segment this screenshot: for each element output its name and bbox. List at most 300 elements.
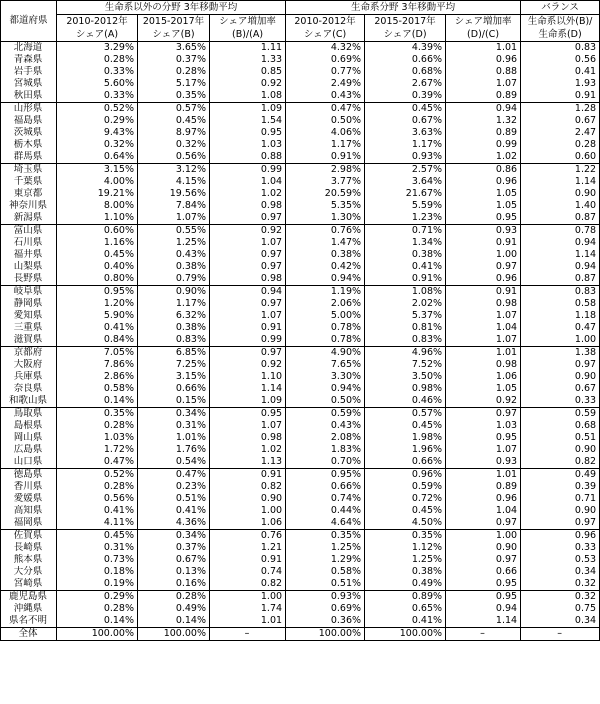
- cell-balance: 1.22: [521, 164, 600, 177]
- cell-share-a: 19.21%: [57, 188, 138, 200]
- cell-share-b: 0.14%: [138, 615, 210, 628]
- cell-share-b: 0.45%: [138, 115, 210, 127]
- cell-share-a: 0.14%: [57, 395, 138, 408]
- cell-growth-ba: 1.08: [210, 90, 286, 103]
- cell-prefecture: 京都府: [1, 347, 57, 360]
- cell-share-b: 0.31%: [138, 420, 210, 432]
- cell-prefecture: 神奈川県: [1, 200, 57, 212]
- cell-balance: 0.47: [521, 322, 600, 334]
- table-row: [1, 151, 600, 164]
- table-row: [1, 493, 600, 505]
- cell-growth-ba: 0.90: [210, 493, 286, 505]
- cell-balance: 0.90: [521, 188, 600, 200]
- cell-share-d: 1.25%: [365, 554, 446, 566]
- cell-prefecture: 秋田県: [1, 90, 57, 103]
- cell-share-d: 21.67%: [365, 188, 446, 200]
- total-row: [1, 628, 600, 641]
- cell-share-b: 0.13%: [138, 566, 210, 578]
- cell-growth-dc: 1.07: [446, 444, 521, 456]
- cell-growth-ba: 1.07: [210, 310, 286, 322]
- cell-share-d: 1.12%: [365, 542, 446, 554]
- total-cell-prefecture: 全体: [1, 628, 57, 641]
- cell-growth-ba: 0.97: [210, 298, 286, 310]
- cell-growth-ba: 0.95: [210, 127, 286, 139]
- cell-balance: 1.40: [521, 200, 600, 212]
- cell-share-c: 4.64%: [286, 517, 365, 530]
- cell-share-b: 3.65%: [138, 42, 210, 55]
- cell-share-a: 0.19%: [57, 578, 138, 591]
- table-row: [1, 322, 600, 334]
- cell-share-b: 0.43%: [138, 249, 210, 261]
- cell-prefecture: 新潟県: [1, 212, 57, 225]
- cell-share-d: 0.67%: [365, 115, 446, 127]
- cell-share-b: 4.15%: [138, 176, 210, 188]
- cell-prefecture: 鹿児島県: [1, 591, 57, 604]
- cell-share-a: 0.29%: [57, 115, 138, 127]
- cell-growth-dc: 0.93: [446, 225, 521, 238]
- cell-share-a: 0.31%: [57, 542, 138, 554]
- cell-growth-ba: 1.33: [210, 54, 286, 66]
- cell-balance: 0.59: [521, 408, 600, 421]
- cell-share-c: 0.42%: [286, 261, 365, 273]
- cell-growth-ba: 1.06: [210, 517, 286, 530]
- cell-growth-dc: 0.95: [446, 212, 521, 225]
- table-row: [1, 78, 600, 90]
- cell-share-b: 0.54%: [138, 456, 210, 469]
- cell-share-c: 0.50%: [286, 395, 365, 408]
- cell-share-c: 0.94%: [286, 273, 365, 286]
- cell-growth-dc: 0.99: [446, 139, 521, 151]
- cell-share-a: 0.47%: [57, 456, 138, 469]
- cell-share-d: 2.02%: [365, 298, 446, 310]
- table-row: [1, 139, 600, 151]
- cell-balance: 0.68: [521, 420, 600, 432]
- cell-growth-dc: 0.90: [446, 542, 521, 554]
- cell-growth-ba: 0.91: [210, 322, 286, 334]
- cell-prefecture: 和歌山県: [1, 395, 57, 408]
- cell-growth-dc: 0.96: [446, 54, 521, 66]
- cell-share-d: 4.96%: [365, 347, 446, 360]
- cell-share-c: 0.47%: [286, 103, 365, 116]
- cell-share-a: 2.86%: [57, 371, 138, 383]
- cell-share-d: 0.39%: [365, 90, 446, 103]
- cell-share-c: 1.47%: [286, 237, 365, 249]
- cell-growth-dc: 1.05: [446, 383, 521, 395]
- cell-share-a: 0.29%: [57, 591, 138, 604]
- cell-share-b: 1.76%: [138, 444, 210, 456]
- cell-share-c: 0.44%: [286, 505, 365, 517]
- cell-share-d: 0.38%: [365, 566, 446, 578]
- table-row: [1, 408, 600, 421]
- cell-growth-dc: 1.07: [446, 310, 521, 322]
- cell-share-d: 0.96%: [365, 469, 446, 482]
- cell-growth-dc: 1.07: [446, 334, 521, 347]
- cell-growth-dc: 1.03: [446, 420, 521, 432]
- cell-prefecture: 岡山県: [1, 432, 57, 444]
- table-row: [1, 42, 600, 55]
- cell-prefecture: 宮城県: [1, 78, 57, 90]
- cell-share-c: 0.78%: [286, 322, 365, 334]
- cell-balance: 0.58: [521, 298, 600, 310]
- table-row: [1, 383, 600, 395]
- cell-share-a: 0.45%: [57, 249, 138, 261]
- cell-growth-ba: 1.02: [210, 188, 286, 200]
- cell-growth-dc: 0.96: [446, 176, 521, 188]
- cell-share-a: 0.73%: [57, 554, 138, 566]
- cell-balance: 0.49: [521, 469, 600, 482]
- cell-share-a: 5.60%: [57, 78, 138, 90]
- cell-share-a: 0.41%: [57, 505, 138, 517]
- table-row: [1, 456, 600, 469]
- cell-share-c: 0.50%: [286, 115, 365, 127]
- table-row: [1, 517, 600, 530]
- cell-share-d: 0.45%: [365, 420, 446, 432]
- cell-share-b: 0.15%: [138, 395, 210, 408]
- cell-growth-ba: 0.74: [210, 566, 286, 578]
- cell-share-c: 0.69%: [286, 603, 365, 615]
- header-prefecture: 都道府県: [1, 1, 57, 42]
- cell-share-b: 0.56%: [138, 151, 210, 164]
- cell-growth-dc: 0.89: [446, 481, 521, 493]
- cell-share-a: 9.43%: [57, 127, 138, 139]
- cell-prefecture: 徳島県: [1, 469, 57, 482]
- header-col-d-line2: シェア(D): [365, 28, 446, 42]
- cell-balance: 0.82: [521, 456, 600, 469]
- cell-share-c: 20.59%: [286, 188, 365, 200]
- cell-share-a: 4.11%: [57, 517, 138, 530]
- cell-share-a: 1.10%: [57, 212, 138, 225]
- cell-prefecture: 岐阜県: [1, 286, 57, 299]
- cell-growth-ba: 0.99: [210, 334, 286, 347]
- cell-share-c: 0.58%: [286, 566, 365, 578]
- cell-share-a: 0.33%: [57, 90, 138, 103]
- cell-growth-dc: 0.91: [446, 237, 521, 249]
- cell-share-c: 2.06%: [286, 298, 365, 310]
- cell-prefecture: 青森県: [1, 54, 57, 66]
- cell-growth-dc: 0.88: [446, 66, 521, 78]
- header-col-bal-line1: 生命系以外(B)/: [521, 15, 600, 29]
- total-cell-growth-dc: –: [446, 628, 521, 641]
- table-row: [1, 481, 600, 493]
- cell-prefecture: 山口県: [1, 456, 57, 469]
- cell-share-c: 2.49%: [286, 78, 365, 90]
- cell-growth-ba: 0.98: [210, 200, 286, 212]
- cell-prefecture: 東京都: [1, 188, 57, 200]
- cell-growth-dc: 0.66: [446, 566, 521, 578]
- cell-prefecture: 静岡県: [1, 298, 57, 310]
- cell-share-c: 1.83%: [286, 444, 365, 456]
- cell-share-a: 1.72%: [57, 444, 138, 456]
- cell-balance: 0.75: [521, 603, 600, 615]
- cell-growth-dc: 0.93: [446, 456, 521, 469]
- cell-share-c: 2.08%: [286, 432, 365, 444]
- cell-share-a: 0.60%: [57, 225, 138, 238]
- cell-growth-ba: 1.14: [210, 383, 286, 395]
- cell-prefecture: 佐賀県: [1, 530, 57, 543]
- cell-prefecture: 長野県: [1, 273, 57, 286]
- cell-growth-ba: 0.99: [210, 164, 286, 177]
- cell-balance: 0.83: [521, 286, 600, 299]
- cell-balance: 0.90: [521, 371, 600, 383]
- cell-balance: 0.56: [521, 54, 600, 66]
- cell-share-b: 0.34%: [138, 408, 210, 421]
- cell-prefecture: 広島県: [1, 444, 57, 456]
- cell-share-d: 0.41%: [365, 261, 446, 273]
- table-row: [1, 347, 600, 360]
- cell-balance: 0.87: [521, 273, 600, 286]
- cell-share-c: 0.69%: [286, 54, 365, 66]
- total-cell-share-a: 100.00%: [57, 628, 138, 641]
- table-row: [1, 54, 600, 66]
- cell-share-a: 0.56%: [57, 493, 138, 505]
- cell-prefecture: 福井県: [1, 249, 57, 261]
- cell-growth-ba: 0.98: [210, 273, 286, 286]
- cell-prefecture: 鳥取県: [1, 408, 57, 421]
- cell-share-b: 0.51%: [138, 493, 210, 505]
- cell-growth-dc: 1.07: [446, 78, 521, 90]
- table-row: [1, 176, 600, 188]
- cell-share-d: 5.37%: [365, 310, 446, 322]
- cell-share-a: 1.16%: [57, 237, 138, 249]
- cell-prefecture: 宮崎県: [1, 578, 57, 591]
- cell-share-b: 0.35%: [138, 90, 210, 103]
- table-row: [1, 273, 600, 286]
- cell-share-c: 0.43%: [286, 90, 365, 103]
- cell-share-d: 1.34%: [365, 237, 446, 249]
- table-body: [1, 42, 600, 641]
- cell-share-d: 3.64%: [365, 176, 446, 188]
- cell-share-a: 0.18%: [57, 566, 138, 578]
- cell-share-b: 0.67%: [138, 554, 210, 566]
- cell-growth-dc: 1.01: [446, 469, 521, 482]
- cell-share-c: 0.51%: [286, 578, 365, 591]
- cell-share-a: 0.33%: [57, 66, 138, 78]
- cell-share-b: 0.38%: [138, 261, 210, 273]
- cell-share-d: 1.98%: [365, 432, 446, 444]
- cell-prefecture: 県名不明: [1, 615, 57, 628]
- cell-prefecture: 沖縄県: [1, 603, 57, 615]
- cell-share-b: 1.17%: [138, 298, 210, 310]
- cell-share-b: 0.34%: [138, 530, 210, 543]
- table-row: [1, 444, 600, 456]
- cell-share-d: 1.08%: [365, 286, 446, 299]
- cell-share-b: 6.85%: [138, 347, 210, 360]
- cell-growth-ba: 0.91: [210, 554, 286, 566]
- cell-prefecture: 大分県: [1, 566, 57, 578]
- total-cell-balance: –: [521, 628, 600, 641]
- header-col-a-line2: シェア(A): [57, 28, 138, 42]
- cell-share-b: 1.25%: [138, 237, 210, 249]
- header-group-life: 生命系分野 3年移動平均: [286, 1, 521, 15]
- cell-share-d: 5.59%: [365, 200, 446, 212]
- cell-balance: 0.39: [521, 481, 600, 493]
- cell-prefecture: 埼玉県: [1, 164, 57, 177]
- cell-prefecture: 山梨県: [1, 261, 57, 273]
- cell-share-c: 4.90%: [286, 347, 365, 360]
- cell-growth-dc: 0.95: [446, 591, 521, 604]
- cell-share-d: 0.49%: [365, 578, 446, 591]
- cell-growth-dc: 1.01: [446, 42, 521, 55]
- table-row: [1, 371, 600, 383]
- header-group-non-life: 生命系以外の分野 3年移動平均: [57, 1, 286, 15]
- cell-balance: 0.32: [521, 578, 600, 591]
- cell-share-d: 0.89%: [365, 591, 446, 604]
- cell-share-b: 0.41%: [138, 505, 210, 517]
- cell-growth-dc: 0.95: [446, 432, 521, 444]
- cell-prefecture: 千葉県: [1, 176, 57, 188]
- cell-share-a: 1.03%: [57, 432, 138, 444]
- cell-share-c: 1.25%: [286, 542, 365, 554]
- cell-share-b: 0.38%: [138, 322, 210, 334]
- table-row: [1, 103, 600, 116]
- cell-share-a: 0.28%: [57, 603, 138, 615]
- cell-growth-dc: 0.97: [446, 408, 521, 421]
- cell-growth-dc: 1.14: [446, 615, 521, 628]
- cell-prefecture: 大阪府: [1, 359, 57, 371]
- cell-growth-dc: 1.04: [446, 505, 521, 517]
- cell-growth-ba: 0.82: [210, 578, 286, 591]
- cell-share-d: 3.50%: [365, 371, 446, 383]
- cell-share-b: 3.15%: [138, 371, 210, 383]
- cell-share-c: 0.36%: [286, 615, 365, 628]
- header-col-ba-line2: (B)/(A): [210, 28, 286, 42]
- cell-share-a: 0.28%: [57, 481, 138, 493]
- cell-prefecture: 北海道: [1, 42, 57, 55]
- table-row: [1, 615, 600, 628]
- total-cell-share-b: 100.00%: [138, 628, 210, 641]
- cell-share-d: 0.93%: [365, 151, 446, 164]
- cell-balance: 1.00: [521, 334, 600, 347]
- cell-growth-dc: 0.97: [446, 517, 521, 530]
- header-col-c-line1: 2010-2012年: [286, 15, 365, 29]
- cell-growth-ba: 1.02: [210, 444, 286, 456]
- cell-growth-ba: 0.82: [210, 481, 286, 493]
- table-row: [1, 200, 600, 212]
- table-row: [1, 566, 600, 578]
- cell-growth-ba: 1.54: [210, 115, 286, 127]
- cell-share-a: 0.84%: [57, 334, 138, 347]
- cell-growth-ba: 1.03: [210, 139, 286, 151]
- cell-balance: 0.97: [521, 359, 600, 371]
- cell-growth-dc: 0.96: [446, 493, 521, 505]
- cell-prefecture: 石川県: [1, 237, 57, 249]
- cell-share-a: 0.95%: [57, 286, 138, 299]
- cell-balance: 0.67: [521, 115, 600, 127]
- cell-balance: 1.38: [521, 347, 600, 360]
- cell-balance: 0.90: [521, 505, 600, 517]
- cell-share-a: 0.45%: [57, 530, 138, 543]
- cell-prefecture: 高知県: [1, 505, 57, 517]
- cell-share-d: 0.66%: [365, 456, 446, 469]
- cell-balance: 0.71: [521, 493, 600, 505]
- cell-share-a: 4.00%: [57, 176, 138, 188]
- cell-share-d: 4.39%: [365, 42, 446, 55]
- cell-share-a: 3.15%: [57, 164, 138, 177]
- cell-share-c: 1.29%: [286, 554, 365, 566]
- cell-share-b: 8.97%: [138, 127, 210, 139]
- cell-share-d: 4.50%: [365, 517, 446, 530]
- cell-growth-dc: 0.92: [446, 395, 521, 408]
- cell-share-b: 1.01%: [138, 432, 210, 444]
- cell-share-c: 0.43%: [286, 420, 365, 432]
- header-col-b-line2: シェア(B): [138, 28, 210, 42]
- table-row: [1, 127, 600, 139]
- cell-growth-ba: 1.00: [210, 505, 286, 517]
- cell-growth-ba: 1.13: [210, 456, 286, 469]
- table-row: [1, 359, 600, 371]
- cell-growth-dc: 0.98: [446, 359, 521, 371]
- cell-prefecture: 長崎県: [1, 542, 57, 554]
- cell-share-d: 0.57%: [365, 408, 446, 421]
- cell-growth-dc: 1.04: [446, 322, 521, 334]
- cell-share-d: 2.67%: [365, 78, 446, 90]
- cell-growth-ba: 1.04: [210, 176, 286, 188]
- cell-prefecture: 熊本県: [1, 554, 57, 566]
- table-row: [1, 432, 600, 444]
- cell-share-d: 1.96%: [365, 444, 446, 456]
- table-row: [1, 310, 600, 322]
- table-row: [1, 420, 600, 432]
- total-cell-share-c: 100.00%: [286, 628, 365, 641]
- cell-share-d: 0.59%: [365, 481, 446, 493]
- cell-share-d: 7.52%: [365, 359, 446, 371]
- cell-growth-ba: 1.74: [210, 603, 286, 615]
- cell-growth-ba: 0.97: [210, 347, 286, 360]
- cell-share-b: 0.37%: [138, 542, 210, 554]
- cell-growth-ba: 0.97: [210, 212, 286, 225]
- cell-balance: 0.32: [521, 591, 600, 604]
- cell-growth-ba: 0.88: [210, 151, 286, 164]
- cell-share-c: 1.17%: [286, 139, 365, 151]
- cell-growth-ba: 0.97: [210, 249, 286, 261]
- cell-prefecture: 栃木県: [1, 139, 57, 151]
- cell-prefecture: 三重県: [1, 322, 57, 334]
- cell-growth-dc: 0.91: [446, 286, 521, 299]
- cell-share-d: 0.71%: [365, 225, 446, 238]
- cell-balance: 0.28: [521, 139, 600, 151]
- cell-share-a: 0.40%: [57, 261, 138, 273]
- total-cell-growth-ba: –: [210, 628, 286, 641]
- cell-share-c: 0.94%: [286, 383, 365, 395]
- cell-share-d: 0.66%: [365, 54, 446, 66]
- table-row: [1, 505, 600, 517]
- cell-share-b: 19.56%: [138, 188, 210, 200]
- cell-balance: 0.87: [521, 212, 600, 225]
- cell-share-d: 0.38%: [365, 249, 446, 261]
- cell-share-b: 0.83%: [138, 334, 210, 347]
- cell-share-b: 0.23%: [138, 481, 210, 493]
- table-row: [1, 188, 600, 200]
- header-col-dc-line1: シェア増加率: [446, 15, 521, 29]
- table-row: [1, 603, 600, 615]
- cell-growth-dc: 1.06: [446, 371, 521, 383]
- cell-share-c: 3.77%: [286, 176, 365, 188]
- cell-share-b: 0.37%: [138, 54, 210, 66]
- cell-growth-ba: 0.98: [210, 432, 286, 444]
- header-col-a-line1: 2010-2012年: [57, 15, 138, 29]
- table-row: [1, 530, 600, 543]
- cell-growth-ba: 1.09: [210, 103, 286, 116]
- header-col-bal-line2: 生命系(D): [521, 28, 600, 42]
- cell-share-b: 0.90%: [138, 286, 210, 299]
- cell-share-d: 0.83%: [365, 334, 446, 347]
- cell-balance: 0.90: [521, 444, 600, 456]
- cell-prefecture: 島根県: [1, 420, 57, 432]
- cell-share-b: 5.17%: [138, 78, 210, 90]
- cell-balance: 0.60: [521, 151, 600, 164]
- cell-share-b: 0.79%: [138, 273, 210, 286]
- cell-balance: 0.94: [521, 237, 600, 249]
